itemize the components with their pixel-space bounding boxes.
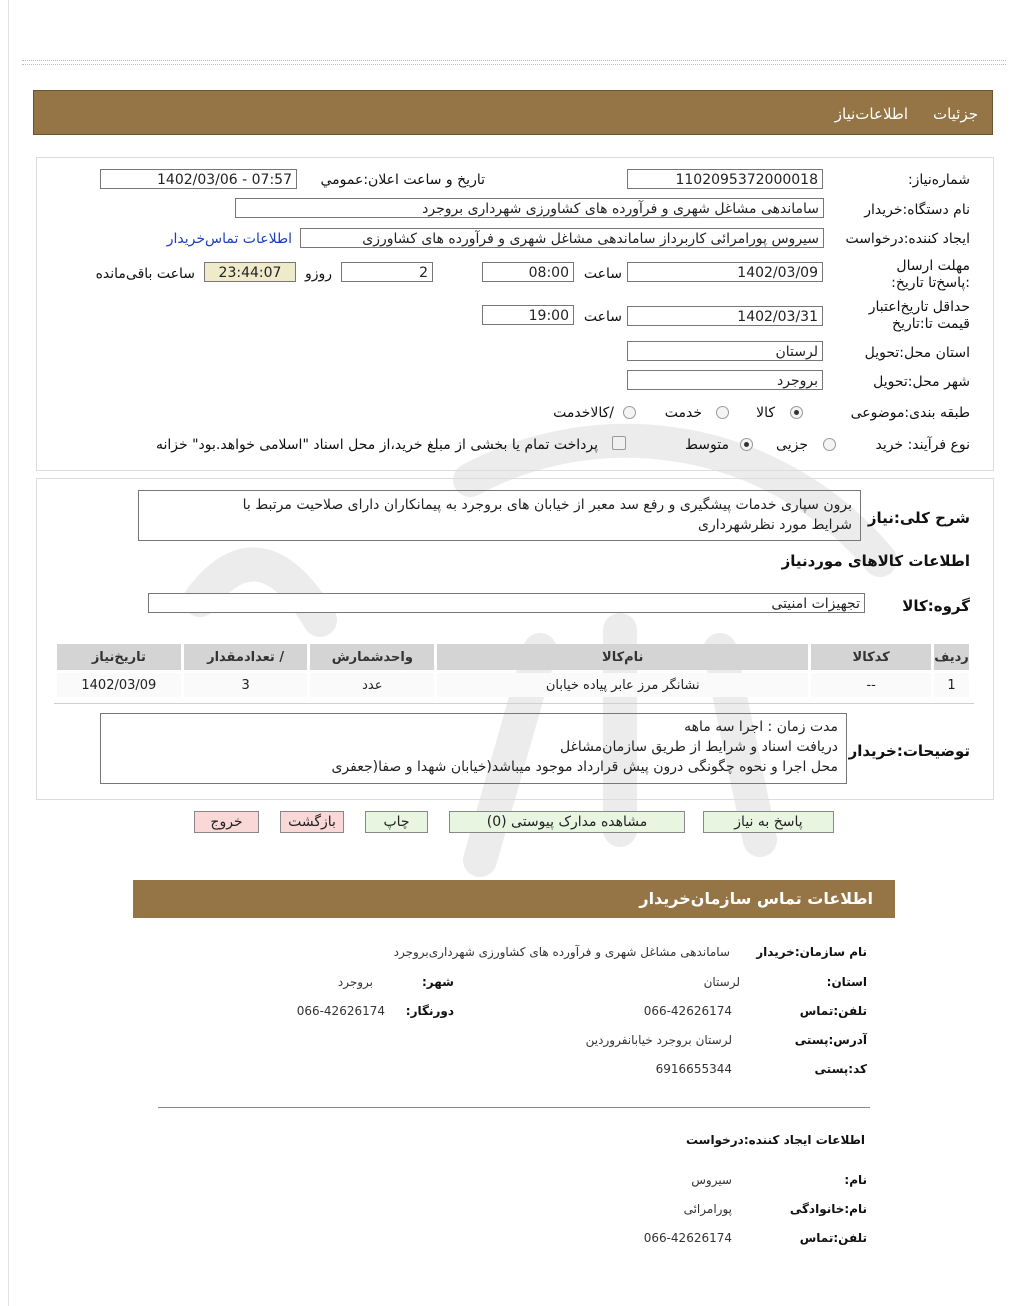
city-field: بروجرد — [627, 370, 823, 390]
col-code: کدکالا — [811, 644, 931, 670]
contact-province-label: استان: — [826, 975, 867, 989]
category-label: طبقه بندی:موضوعی — [850, 405, 970, 421]
need-number-label: شماره‌نیاز: — [907, 172, 970, 188]
category-service-radio[interactable] — [716, 406, 729, 419]
process-partial-radio[interactable] — [823, 438, 836, 451]
category-goods-radio[interactable] — [790, 406, 803, 419]
validity-label: حداقل تاریخ‌اعتبار قیمت تا:تاریخ — [868, 299, 970, 332]
category-both-radio[interactable] — [623, 406, 636, 419]
col-unit: واحدشمارش — [310, 644, 434, 670]
province-field: لرستان — [627, 341, 823, 361]
validity-time-field: 19:00 — [482, 305, 574, 325]
buyer-contact-link[interactable]: اطلاعات تماس‌خریدار — [166, 231, 292, 247]
creator-info-title: اطلاعات ایجاد کننده:درخواست — [685, 1133, 865, 1147]
contact-org-value: ساماندهی مشاغل شهری و فرآورده های کشاورزی شهرداری‌بروجرد — [393, 945, 730, 959]
cell-need-date: 1402/03/09 — [57, 673, 181, 697]
remaining-time-field: 23:44:07 — [204, 262, 296, 282]
creator-family-label: نام:خانوادگی — [789, 1202, 867, 1216]
page-header-bar — [33, 90, 993, 135]
cell-name: نشانگر مرز عابر پیاده خیابان — [437, 673, 808, 697]
buyer-notes-line-1: مدت زمان : اجرا سه ماهه — [684, 719, 838, 735]
col-quantity: / تعدادمقدار — [184, 644, 308, 670]
days-field: 2 — [341, 262, 433, 282]
city-label: شهر محل:تحویل — [873, 374, 970, 390]
process-label: نوع فرآیند: خرید — [875, 437, 970, 453]
creator-family-value: پورامرائی — [683, 1202, 732, 1216]
remaining-label: ساعت باقی‌مانده — [95, 266, 195, 282]
contact-address-label: آدرس:پستی — [794, 1033, 867, 1047]
need-number-field: 1102095372000018 — [627, 169, 823, 189]
process-medium-label: متوسط — [685, 437, 729, 453]
buyer-notes-line-3: محل اجرا و نحوه چگونگی درون پیش قرارداد موجود میباشد(خیابان شهدا و صفا(جعفری — [331, 759, 838, 775]
cell-unit: عدد — [310, 673, 434, 697]
contact-province-value: لرستان — [703, 975, 740, 989]
validity-date-field: 1402/03/31 — [627, 306, 823, 326]
category-goods-label: کالا — [756, 405, 775, 421]
col-name: نام‌کالا — [437, 644, 808, 670]
contact-city-label: شهر: — [422, 975, 454, 989]
description-line-1: برون سپاری خدمات پیشگیری و رفع سد معبر از خیابان های بروجرد به پیمانکاران دارای صلاحیت مرتبط با — [242, 497, 852, 513]
contact-address-value: لرستان بروجرد خیابانفروردین — [585, 1033, 732, 1047]
goods-section-title: اطلاعات کالاهای موردنیاز — [781, 552, 970, 570]
description-label: شرح کلی:نیاز — [867, 509, 970, 527]
goods-group-label: گروه:کالا — [902, 597, 970, 615]
days-label: روزو — [304, 266, 332, 282]
creator-name-label: نام: — [844, 1173, 867, 1187]
view-attachments-button[interactable]: مشاهده مدارک پیوستی (0) — [449, 811, 685, 833]
contact-phone-label: تلفن:تماس — [799, 1004, 867, 1018]
process-medium-radio[interactable] — [740, 438, 753, 451]
table-bottom-border — [54, 703, 974, 704]
payment-note: پرداخت تمام یا بخشی از مبلغ خرید،از محل اسناد "اسلامی خواهد.بود" خزانه — [155, 437, 598, 453]
creator-field: سیروس پورامرائی کاربرداز ساماندهی مشاغل شهری و فرآورده های کشاورزی — [300, 228, 824, 248]
creator-phone-label: تلفن:تماس — [799, 1231, 867, 1245]
description-box — [138, 490, 861, 541]
process-partial-label: جزیی — [776, 437, 808, 453]
buyer-notes-box — [100, 713, 847, 784]
category-both-label: /کالاخدمت — [553, 405, 614, 421]
buyer-org-field: ساماندهی مشاغل شهری و فرآورده های کشاورزی شهرداری بروجرد — [235, 198, 824, 218]
tab-need-info[interactable]: اطلاعات‌نیاز — [834, 105, 908, 123]
contact-postal-label: کد:پستی — [814, 1062, 867, 1076]
table-row — [57, 673, 969, 697]
contact-header-bar — [133, 880, 895, 918]
creator-name-value: سیروس — [691, 1173, 732, 1187]
category-service-label: خدمت — [664, 405, 702, 421]
deadline-time-field: 08:00 — [482, 262, 574, 282]
description-line-2: شرایط مورد نظرشهرداری — [697, 517, 852, 533]
goods-group-field: تجهیزات امنیتی — [148, 593, 865, 613]
contact-fax-label: دورنگار: — [405, 1004, 454, 1018]
tab-details[interactable]: جزئیات — [933, 105, 978, 123]
cell-row: 1 — [934, 673, 969, 697]
contact-fax-value: 066-42626174 — [296, 1004, 385, 1018]
goods-table-header — [57, 644, 969, 670]
buyer-org-label: نام دستگاه‌:خریدار — [864, 202, 970, 218]
col-row: ردیف — [934, 644, 969, 670]
back-button[interactable]: بازگشت — [280, 811, 344, 833]
reply-button[interactable]: پاسخ به نیاز — [703, 811, 834, 833]
cell-quantity: 3 — [184, 673, 308, 697]
col-need-date: تاریخ‌نیاز — [57, 644, 181, 670]
buyer-notes-line-2: دریافت اسناد و شرایط از طریق سازمان‌مشاغل — [559, 739, 838, 755]
contact-divider — [158, 1107, 870, 1108]
contact-city-value: بروجرد — [337, 975, 373, 989]
exit-button[interactable]: خروج — [194, 811, 259, 833]
print-button[interactable]: چاپ — [365, 811, 428, 833]
deadline-time-label: ساعت — [583, 266, 622, 282]
deadline-date-field: 1402/03/09 — [627, 262, 823, 282]
announce-label: تاریخ و ساعت اعلان:عمومي — [320, 172, 485, 188]
payment-checkbox[interactable] — [612, 436, 626, 450]
creator-phone-value: 066-42626174 — [643, 1231, 732, 1245]
cell-code: -- — [811, 673, 931, 697]
contact-phone-value: 066-42626174 — [643, 1004, 732, 1018]
buyer-notes-label: توضیحات:خریدار — [848, 742, 970, 760]
creator-label: ایجاد کننده:درخواست — [845, 231, 970, 247]
contact-org-label: نام سازمان:خریدار — [756, 945, 867, 959]
validity-time-label: ساعت — [583, 309, 622, 325]
contact-postal-value: 6916655344 — [655, 1062, 732, 1076]
goods-table — [54, 641, 972, 700]
province-label: استان محل:تحویل — [864, 345, 970, 361]
contact-title: اطلاعات تماس سازمان‌خریدار — [639, 889, 873, 908]
deadline-label: مهلت ارسال :پاسخ‌تا تاریخ: — [891, 258, 970, 291]
announce-datetime-field: 1402/03/06 - 07:57 — [100, 169, 297, 189]
